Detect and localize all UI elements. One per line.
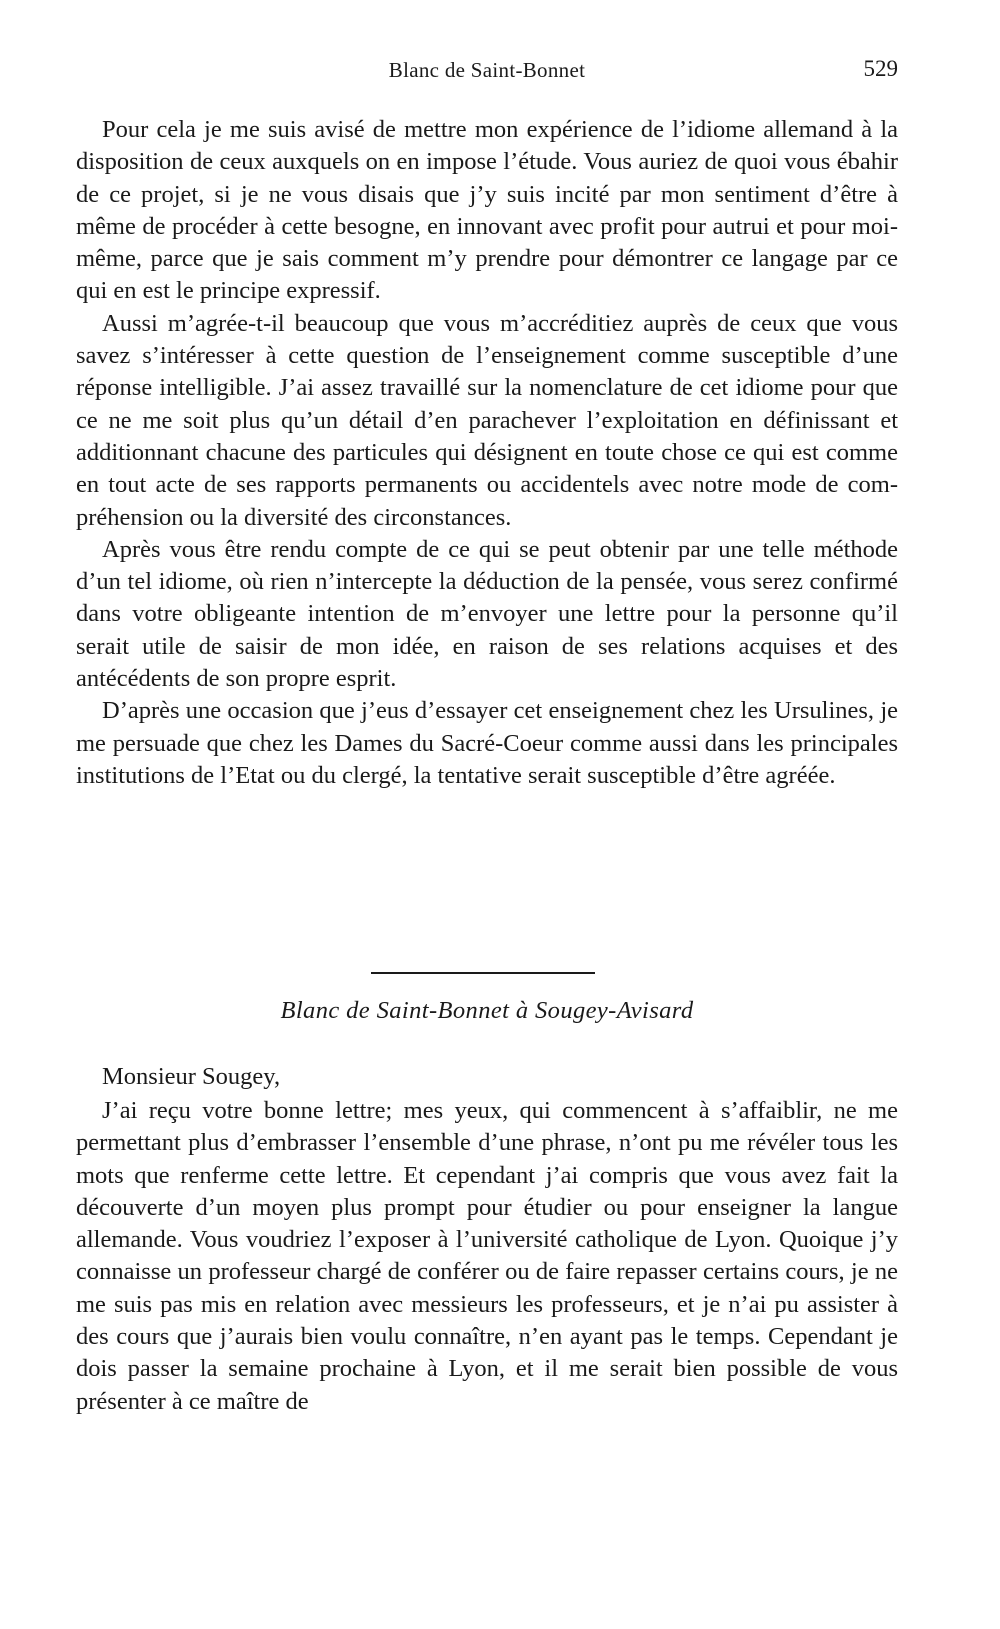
paragraph: Pour cela je me suis avisé de mettre mon expérience de l’idiome allemand à la disposition de ceux auxquels on en impose l’étude. Vous auriez de quoi vous ébahir de ce projet, si je ne vous disais que j’y suis incité par mon sentiment d’être à même de procéder à cette besogne, en innovant avec profit pour autrui et pour moi-même, parce que je sais comment m’y prendre pour démontrer ce langage par ce qui en est le principe expressif. — [76, 116, 898, 305]
running-head — [76, 58, 898, 92]
paragraph: J’ai reçu votre bonne lettre; mes yeux, qui commencent à s’affaiblir, ne me permettant plus d’embrasser l’ensemble d’une phrase, n’ont pu me révéler tous les mots que renferme cette lettre. Et cependant j’ai compris que vous avez fait la découverte d’un moyen plus prompt pour étudier ou pour enseigner la langue allemande. Vous voudriez l’exposer à l’université catholique de Lyon. Quoique j’y connaisse un professeur chargé de conférer ou de faire repasser certains cours, je ne me suis pas mis en relation avec messieurs les professeurs, et je n’ai pu assister à des cours que j’aurais bien voulu connaître, n’en ayant pas le temps. Cependant je dois passer la semaine prochaine à Lyon, et il me serait bien possible de vous présenter à ce maître de — [76, 1097, 898, 1415]
section-divider — [371, 972, 595, 974]
first-letter-body — [76, 114, 898, 792]
paragraph: Après vous être rendu compte de ce qui se peut obtenir par une telle méthode d’un tel idiome, où rien n’intercepte la déduction de la pensée, vous serez confirmé dans votre obligeante intention de m’envoyer une lettre pour la personne qu’il serait utile de saisir de mon idée, en raison de ses relations acquises et des antécédents de son propre esprit. — [76, 535, 898, 693]
paragraph: D’après une occasion que j’eus d’essayer cet enseignement chez les Ursulines, je me persuade que chez les Dames du Sacré-Coeur comme aussi dans les principales institutions de l’Etat ou du clergé, la tentative serait susceptible d’être agréée. — [76, 697, 898, 789]
running-title: Blanc de Saint-Bonnet — [388, 58, 586, 82]
letter-heading: Blanc de Saint-Bonnet à Sougey-Avisard — [280, 997, 694, 1024]
paragraph: Aussi m’agrée-t-il beaucoup que vous m’accréditiez auprès de ceux que vous savez s’intéresser à cette question de l’enseignement comme susceptible d’une réponse intelligible. J’ai assez travaillé sur la nomenclature de cet idiome pour que ce ne me soit plus qu’un détail d’en parachever l’exploitation en définissant et additionnant chacune des particules qui désignent en toute chose ce qui est comme en tout acte de ses rapports permanents ou accidentels avec notre mode de compréhension ou la diversité des circonstances. — [76, 309, 898, 531]
second-letter-body — [76, 1095, 898, 1418]
salutation: Monsieur Sougey, — [102, 1063, 281, 1090]
book-page — [76, 0, 898, 1629]
page-number: 529 — [863, 56, 898, 81]
